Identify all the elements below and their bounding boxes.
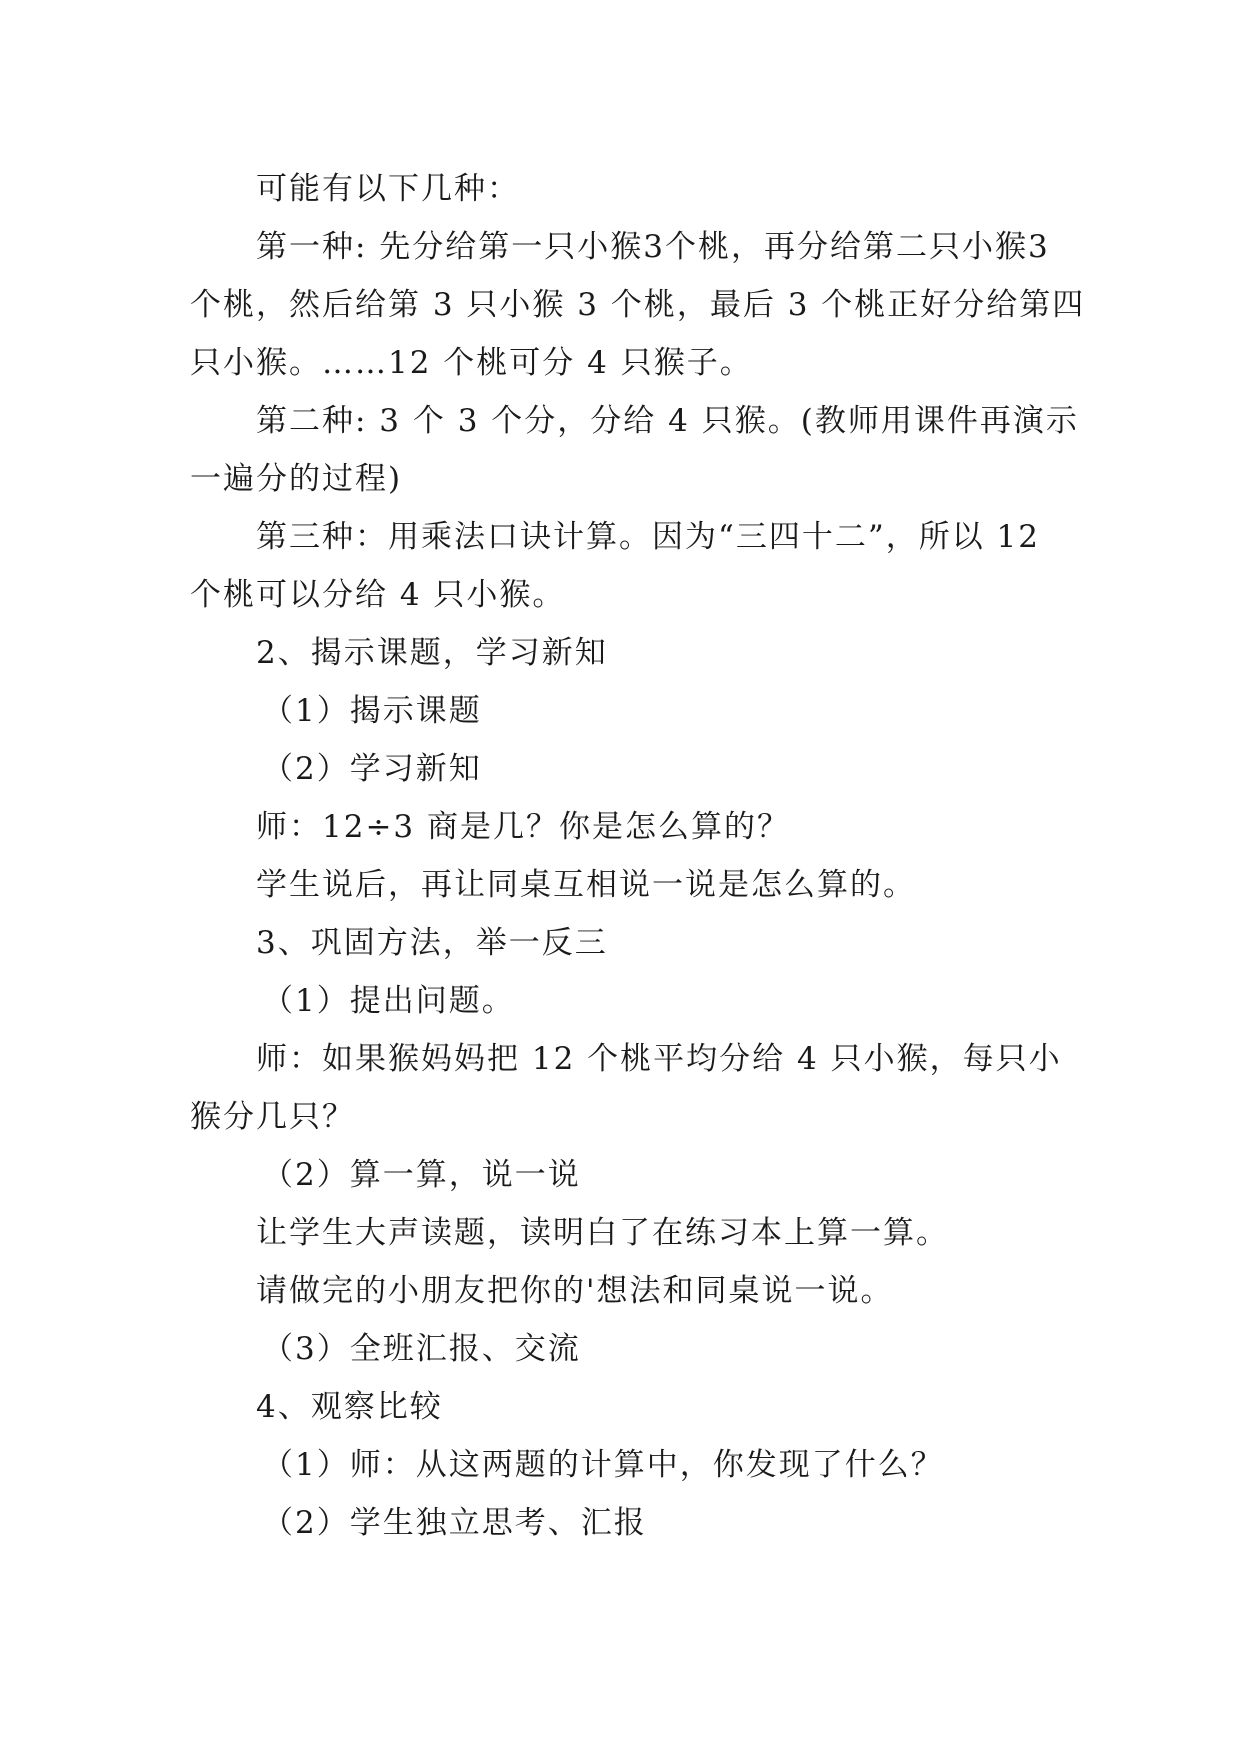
section-heading: 4、观察比较 xyxy=(256,1389,443,1425)
subsection-heading: （1）提出问题。 xyxy=(262,983,515,1019)
paragraph-line: 学生说后，再让同桌互相说一说是怎么算的。 xyxy=(256,867,916,903)
paragraph-line: 师：如果猴妈妈把 12 个桃平均分给 4 只小猴，每只小 xyxy=(256,1041,1062,1077)
subsection-heading: （3）全班汇报、交流 xyxy=(262,1331,581,1367)
section-heading: 2、揭示课题，学习新知 xyxy=(256,635,608,671)
paragraph-line: 个桃可以分给 4 只小猴。 xyxy=(190,577,566,613)
paragraph-line: 只小猴。……12 个桃可分 4 只猴子。 xyxy=(190,345,753,381)
document-body xyxy=(190,160,1086,1552)
paragraph-line: 让学生大声读题，读明白了在练习本上算一算。 xyxy=(256,1215,949,1251)
paragraph-line: 第一种: 先分给第一只小猴3个桃，再分给第二只小猴3 xyxy=(256,229,1050,265)
subsection-heading: （2）算一算，说一说 xyxy=(262,1157,581,1193)
subsection-heading: （1）师：从这两题的计算中，你发现了什么？ xyxy=(262,1447,944,1483)
paragraph-line: 可能有以下几种： xyxy=(256,171,520,207)
section-heading: 3、巩固方法，举一反三 xyxy=(256,925,608,961)
subsection-heading: （1）揭示课题 xyxy=(262,693,482,729)
paragraph-line: 第三种：用乘法口诀计算。因为“三四十二”，所以 12 xyxy=(256,519,1040,555)
subsection-heading: （2）学生独立思考、汇报 xyxy=(262,1505,647,1541)
paragraph-line: 一遍分的过程) xyxy=(190,461,403,497)
paragraph-line: 猴分几只？ xyxy=(190,1099,355,1135)
paragraph-line: 师：12÷3 商是几？你是怎么算的？ xyxy=(256,809,790,845)
subsection-heading: （2）学习新知 xyxy=(262,751,482,787)
paragraph-line: 个桃，然后给第 3 只小猴 3 个桃，最后 3 个桃正好分给第四 xyxy=(190,287,1086,323)
paragraph-line: 第二种: 3 个 3 个分，分给 4 只猴。(教师用课件再演示 xyxy=(256,403,1079,439)
paragraph-line: 请做完的小朋友把你的'想法和同桌说一说。 xyxy=(256,1273,894,1309)
